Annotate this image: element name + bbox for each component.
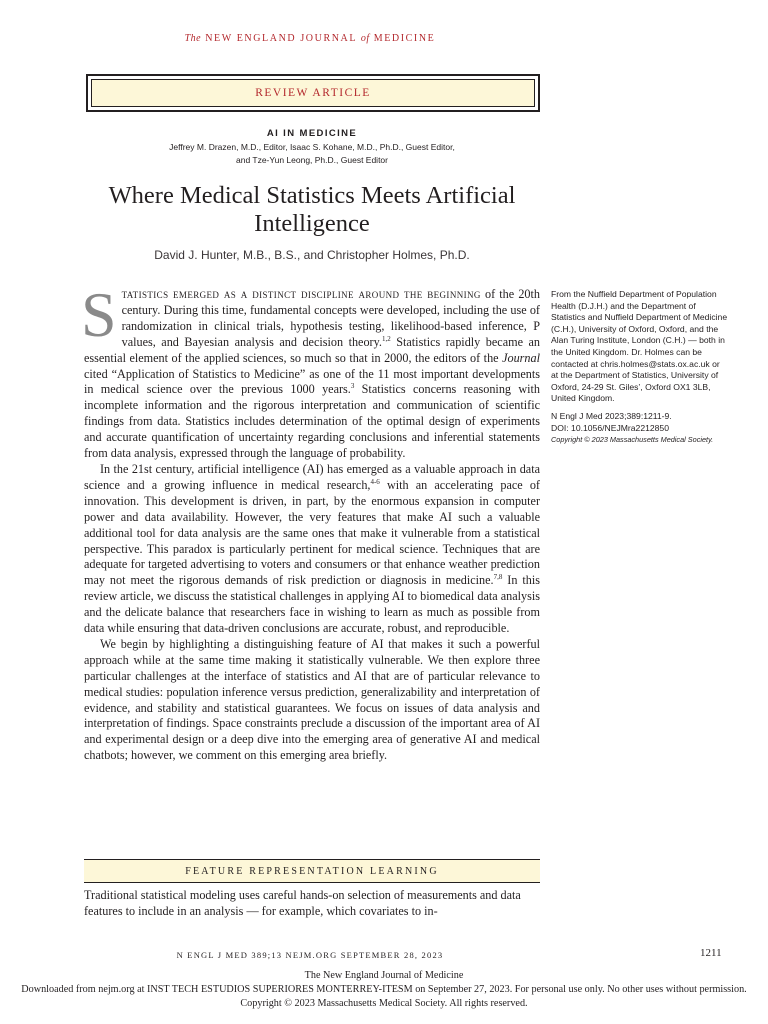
series-editors [0,141,624,166]
author-affiliation: From the Nuffield Department of Population Health (D.J.H.) and the Department of Statistics and Nuffield Department of Medicine (C.H.), University of Oxford, Oxford, and the Alan Turing Institute, London (C.H.) — both in the United Kingdom. Dr. Holmes can be contacted at chris.holmes@stats.ox.ac.uk or at the Department of Statistics, University of Oxford, 24-29 St. Giles’, Oxford OX1 3LB, United Kingdom. [551,289,728,404]
journal-italic: Journal [502,350,540,365]
article-type-label: REVIEW ARTICLE [91,79,535,107]
lead-in-caps: tatistics emerged as a distinct discipline around the beginning [121,287,481,301]
p2-text-a: In the 21st century, artificial intelligence (AI) has emerged as a valuable approach in data science and a growing influence in medical research, [84,461,540,492]
ref-7-8: 7,8 [493,573,503,582]
p1-text-a: of the 20th century. During this time, fundamental concepts were developed, including the use of randomization in clinical trials, hypothesis testing, likelihood-based inference, P values, and Bayesian analysis and decision theory. [121,287,540,349]
drop-cap: S [81,279,117,350]
masthead-part1: NEW ENGLAND JOURNAL [205,33,357,44]
journal-masthead [0,33,620,44]
masthead-the: The [184,33,202,44]
download-copyright: Copyright © 2023 Massachusetts Medical Society. All rights reserved. [240,998,528,1009]
page-number: 1211 [700,947,722,959]
article-authors: David J. Hunter, M.B., B.S., and Christopher Holmes, Ph.D. [154,248,470,262]
running-footer: N ENGL J MED 389;13 NEJM.ORG SEPTEMBER 28, 2023 [176,950,444,960]
p1-text-d: Statistics concerns reasoning with incomplete information and the rigorous interpretation and communication of scientific findings from data. Statistics includes determination of the optimal design of experiments and accurate quantification of uncertainty regarding conclusions and inferential statements from data analysis, expressed through the language of probability. [84,382,540,461]
p1-text-b: Statistics rapidly became an essential element of the applied sciences, so much so that in 2000, the editors of the [84,334,540,365]
article-type-box [86,74,540,112]
ref-4-6: 4-6 [370,477,380,486]
paragraph-1 [81,279,540,462]
download-journal-line: The New England Journal of Medicine [304,970,464,981]
series-name: AI IN MEDICINE [266,128,358,139]
paragraph-4: Traditional statistical modeling uses careful hands-on selection of measurements and data features to include in an analysis — for example, which covariates to in- [84,888,521,918]
paragraph-2 [84,462,540,637]
sidebar-copyright: Copyright © 2023 Massachusetts Medical Society. [551,435,714,445]
editors-line-2: and Tze-Yun Leong, Ph.D., Guest Editor [236,154,388,165]
masthead-part2: MEDICINE [373,33,436,44]
p2-text-b: with an accelerating pace of innovation. This development is driven, in part, by the enormous expansion in computer power and data availability. However, the very features that make AI such a valuable additional tool for data analysis are the same ones that make it vulnerable from a statistical perspective. This paradox is particularly pertinent for medical science. Techniques that are adequate for targeted advertising to voters and consumers or that enhance weather prediction may not meet the rigorous demands of risk prediction or diagnosis in medicine. [84,477,540,588]
section-heading: FEATURE REPRESENTATION LEARNING [84,859,540,883]
article-body [81,279,541,764]
ref-1-2: 1,2 [381,334,391,343]
article-title: Where Medical Statistics Meets Artificial Intelligence [108,182,516,237]
editors-line-1: Jeffrey M. Drazen, M.D., Editor, Isaac S. Kohane, M.D., Ph.D., Guest Editor, [169,142,455,152]
download-notice: Downloaded from nejm.org at INST TECH ESTUDIOS SUPERIORES MONTERREY-ITESM on September 27, 2023. For personal use only. No other uses without permission. [21,984,747,995]
paragraph-3: We begin by highlighting a distinguishing feature of AI that makes it such a powerful approach while at the same time making it statistically vulnerable. We then explore three particular challenges at the interface of statistics and AI that are of particular relevance to medical studies: population inference versus prediction, generalizability and interpretation of evidence, and stability and statistical guarantees. We focus on issues of data analysis and interpretation of findings. Space constraints preclude a discussion of the important area of AI and experimental design or a deep dive into the emerging area of generative AI and medical chatbots; however, we comment on this emerging area briefly. [84,636,540,763]
doi: DOI: 10.1056/NEJMra2212850 [551,422,669,433]
article-body-continued [84,888,540,920]
citation: N Engl J Med 2023;389:1211-9. [551,410,672,421]
sidebar-notes [551,289,729,446]
p1-text-c: cited “Application of Statistics to Medicine” as one of the 11 most important developments in medical science over the previous 1000 years. [84,366,540,397]
ref-3: 3 [350,382,355,391]
masthead-of: of [360,33,370,44]
p2-text-c: In this review article, we discuss the statistical challenges in applying AI to biomedical data analysis and the delicate balance that researchers face in wishing to learn as much as possible from data while ensuring that data-driven conclusions are accurate, robust, and reproducible. [84,573,541,636]
